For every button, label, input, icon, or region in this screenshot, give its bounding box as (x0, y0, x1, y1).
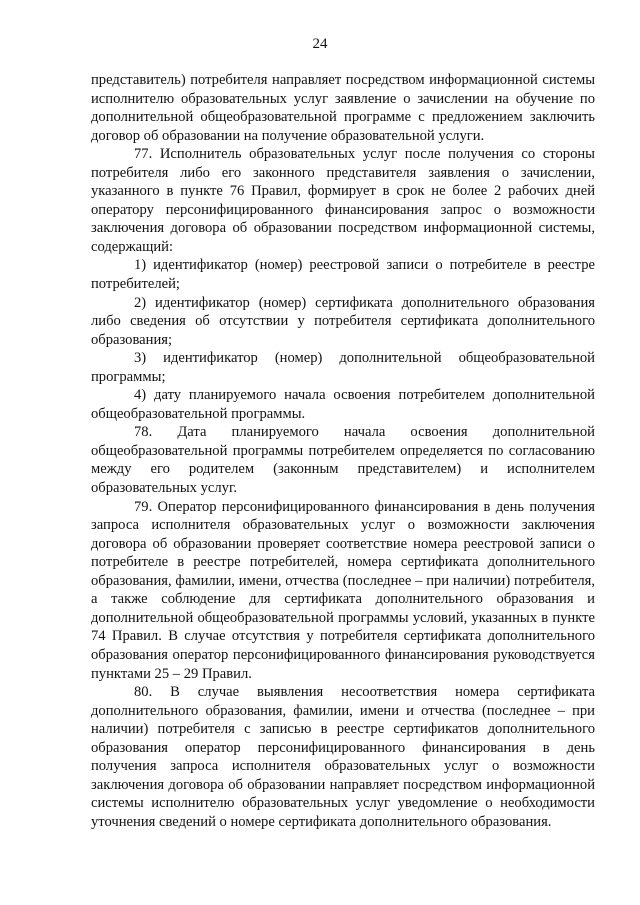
paragraph-77-item-2: 2) идентификатор (номер) сертификата дополнительного образования либо сведения об отсутствии у потребителя сертификата дополнительного образования; (91, 294, 595, 348)
paragraph-77-item-3: 3) идентификатор (номер) дополнительной общеобразовательной программы; (91, 350, 595, 385)
paragraph-continuation-76: представитель) потребителя направляет посредством информационной системы исполнителю образовательных услуг заявление о зачислении на обучение по дополнительной общеобразовательной программе с предложением заключить договор об образовании на получение образовательной услуги. (91, 72, 595, 144)
paragraph-77: 77. Исполнитель образовательных услуг после получения со стороны потребителя либо его законного представителя заявления о зачислении, указанного в пункте 76 Правил, формирует в срок не более 2 рабочих дней оператору персонифицированного финансирования запрос о возможности заключения договора об образовании посредством информационной системы, содержащий: (91, 146, 595, 255)
paragraph-77-item-4: 4) дату планируемого начала освоения потребителем дополнительной общеобразовательной программы. (91, 387, 595, 422)
paragraph-78: 78. Дата планируемого начала освоения дополнительной общеобразовательной программы потребителем определяется по согласованию между его родителем (законным представителем) и исполнителем образовательных услуг. (91, 424, 595, 497)
paragraph-77-item-1: 1) идентификатор (номер) реестровой записи о потребителе в реестре потребителей; (91, 257, 595, 293)
paragraph-79: 79. Оператор персонифицированного финансирования в день получения запроса исполнителя образовательных услуг о возможности заключения договора об образовании проверяет соответствие номера реестровой записи о потребителе в реестре потребителей, номера сертификата дополнительного образования, фамилии, имени, отчества (последнее – при наличии) потребителя, а также соблюдение для сертификата дополнительного образования и дополнительной общеобразовательной программы условий, указанных в пункте 74 Правил. В случае отсутствия у потребителя сертификата дополнительного образования оператор персонифицированного финансирования руководствуется пунктами 25 – 29 Правил. (91, 498, 595, 682)
document-body (91, 71, 595, 831)
paragraph-80: 80. В случае выявления несоответствия номера сертификата дополнительного образования, фамилии, имени и отчества (последнее – при наличии) потребителя с записью в реестре сертификатов дополнительного образования оператор персонифицированного финансирования в день получения запроса исполнителя образовательных услуг о возможности заключения договора об образовании направляет посредством информационной системы исполнителю образовательных услуг уведомление о необходимости уточнения сведений о номере сертификата дополнительного образования. (91, 684, 595, 830)
page-number: 24 (312, 36, 328, 52)
